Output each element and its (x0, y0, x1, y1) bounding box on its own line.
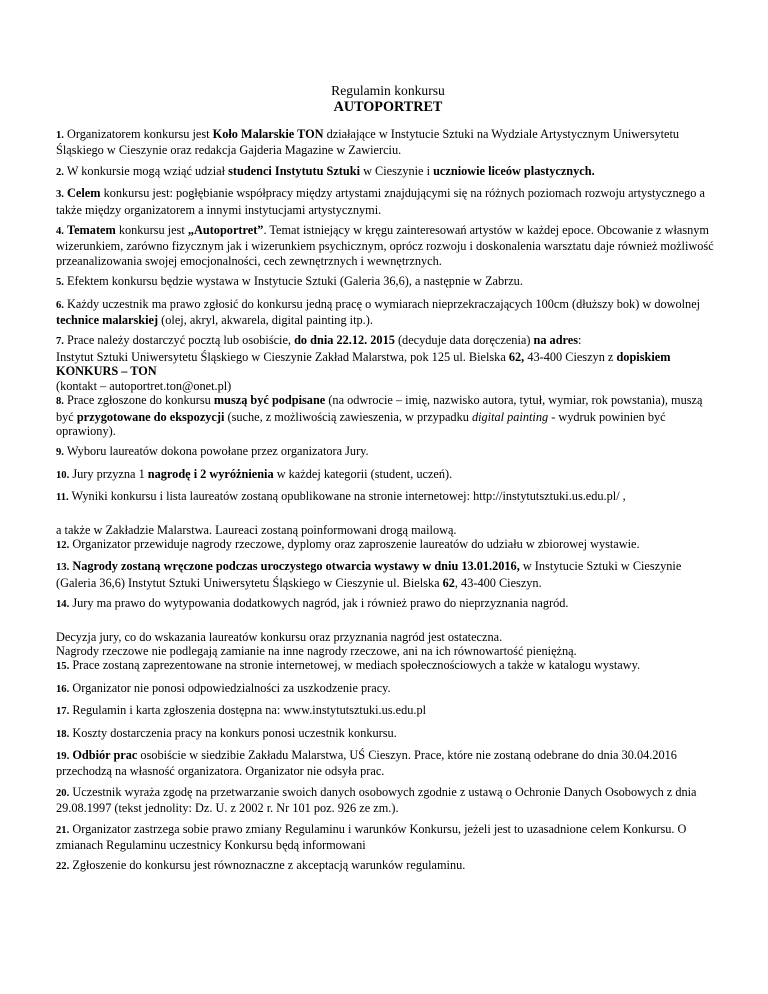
rule-text: - wydruk powinien być oprawiony). (56, 409, 666, 438)
rule-text: przygotowane do ekspozycji (76, 409, 225, 424)
rule-number: 8. (56, 396, 64, 408)
rule-number: 10. (56, 469, 70, 481)
rule-paragraph (56, 297, 720, 328)
rule-number: 4. (56, 226, 64, 238)
rule-text: 62 (442, 575, 455, 590)
rule-number: 9. (56, 447, 64, 459)
rule-text: Jury przyzna 1 (72, 466, 148, 481)
rule-paragraph (56, 444, 720, 460)
rule-text: technice malarskiej (56, 313, 159, 328)
rule-paragraph (56, 748, 720, 779)
rule-text: (olej, akryl, akwarela, digital painting itp.). (158, 313, 373, 328)
rule-paragraph (56, 703, 720, 719)
rule-paragraph (56, 489, 720, 505)
rule-text: Prace zgłoszone do konkursu (67, 393, 214, 408)
rule-paragraph (56, 726, 720, 742)
rule-number: 15. (56, 661, 70, 673)
rule-text: „Autoportret” (187, 223, 264, 238)
rule-number: 16. (56, 683, 70, 695)
rule-text: Koło Malarskie TON (212, 127, 324, 141)
rule-number: 7. (56, 336, 64, 348)
rule-text: Tematem (67, 223, 116, 238)
rule-number: 22. (56, 861, 70, 873)
rule-text: W konkursie mogą wziąć udział (66, 163, 229, 178)
rule-text: w każdej kategorii (student, uczeń). (273, 466, 453, 481)
rule-text: Efektem konkursu będzie wystawa w Instytucie Sztuki (Galeria 36,6), a następnie w Zabrzu. (67, 274, 523, 289)
rule-number: 21. (56, 824, 70, 836)
rule-paragraph (56, 333, 720, 393)
rule-text: Zgłoszenie do konkursu jest równoznaczne z akceptacją warunków regulaminu. (72, 858, 466, 873)
rule-number: 5. (56, 277, 64, 289)
rule-text: , 43-400 Cieszyn. (454, 575, 542, 590)
rule-text: Prace należy dostarczyć pocztą lub osobiście, (67, 333, 295, 348)
rule-paragraph (56, 523, 720, 537)
rule-text: nagrodę i 2 wyróżnienia (147, 466, 274, 481)
rule-number: 13. (56, 562, 70, 574)
rule-text: studenci Instytutu Sztuki (228, 163, 360, 178)
rule-text: konkursu jest: pogłębianie współpracy między artystami znajdującymi się na różnych poziomach rozwoju artystycznego a także między organizatorem a innymi instytucjami artystycznymi. (56, 186, 705, 217)
rule-number: 6. (56, 299, 64, 311)
rule-text: Wyniki konkursu i lista laureatów zostaną opublikowane na stronie internetowej: http://instytutsztuki.us.edu.pl/ , (71, 489, 626, 504)
rule-text: Koszty dostarczenia pracy na konkurs ponosi uczestnik konkursu. (72, 725, 397, 740)
rule-text: : (578, 333, 582, 348)
rule-number: 11. (56, 492, 69, 504)
rule-text: (decyduje data doręczenia) (394, 333, 534, 348)
rule-text: muszą być podpisane (213, 393, 326, 408)
rule-number: 3. (56, 189, 64, 201)
rule-number: 19. (56, 751, 70, 762)
rule-paragraph (56, 858, 720, 874)
rule-number: 20. (56, 787, 70, 799)
rule-text: Każdy uczestnik ma prawo zgłosić do konkursu jedną pracę o wymiarach nieprzekraczających 100cm (dłuższy bok) w dowolnej (67, 296, 701, 311)
rule-paragraph (56, 393, 720, 438)
rule-text: Organizator zastrzega sobie prawo zmiany Regulaminu i warunków Konkursu, jeżeli jest to uzasadnione celem Konkursu. O zmianach Regulaminu uczestnicy Konkursu będą informowani (56, 821, 687, 853)
rule-number: 17. (56, 706, 70, 718)
rule-text: (na odwrocie – imię, nazwisko autora, tytuł, wymiar, rok powstania), muszą być (56, 393, 703, 424)
rule-paragraph (56, 681, 720, 697)
rule-paragraph (56, 822, 720, 853)
rule-paragraph (56, 537, 720, 553)
rule-text: konkursu jest (115, 223, 188, 238)
rules-list (56, 127, 720, 875)
rule-paragraph (56, 274, 720, 290)
rule-text: Wyboru laureatów dokona powołane przez organizatora Jury. (66, 444, 369, 459)
rule-text: Regulamin i karta zgłoszenia dostępna na: www.instytutsztuki.us.edu.pl (72, 703, 427, 718)
rule-number: 12. (56, 539, 70, 551)
rule-text: (suche, z możliwością zawieszenia, w przypadku (224, 409, 472, 424)
rule-text: działające w Instytucie Sztuki na Wydziale Artystycznym Uniwersytetu Śląskiego w Cieszynie oraz redakcja Gajderia Magazine w Zawierciu. (56, 127, 680, 158)
rule-paragraph (56, 630, 720, 659)
rule-text: Decyzja jury, co do wskazania laureatów konkursu oraz przyznania nagród jest ostateczna. (56, 629, 503, 644)
title-line-2: AUTOPORTRET (333, 99, 443, 115)
rule-text: Uczestnik wyraża zgodę na przetwarzanie swoich danych osobowych zgodnie z ustawą o Ochronie Danych Osobowych z dnia 29.08.1997 (tekst jednolity: Dz. U. z 2002 r. Nr 101 poz. 926 ze zm.). (56, 784, 697, 816)
title-line-1: Regulamin konkursu (331, 83, 445, 98)
rule-number: 14. (56, 599, 70, 611)
rule-paragraph (56, 467, 720, 483)
rule-text: dopiskiem KONKURS – TON (56, 349, 671, 379)
rule-paragraph (56, 186, 720, 217)
rule-text: Organizator przewiduje nagrody rzeczowe, dyplomy oraz zaproszenie laureatów do udziału w zbiorowej wystawie. (72, 536, 640, 551)
rule-paragraph (56, 658, 720, 674)
rule-paragraph (56, 596, 720, 612)
rule-paragraph (56, 785, 720, 816)
rule-text: digital painting (471, 409, 549, 424)
rule-text: (kontakt – autoportret.ton@onet.pl) (56, 378, 232, 393)
rule-text: uczniowie liceów plastycznych. (433, 163, 595, 178)
rule-text: Organizatorem konkursu jest (67, 127, 213, 141)
rule-paragraph (56, 164, 720, 180)
rule-text: Prace zostaną zaprezentowane na stronie internetowej, w mediach społecznościowych a także w katalogu wystawy. (72, 658, 641, 673)
rule-text: w Cieszynie i (360, 163, 434, 178)
rule-text: Odbiór prac (72, 748, 138, 762)
rule-text: na adres (533, 333, 579, 348)
rule-text: Celem (67, 186, 101, 201)
document-page (56, 82, 720, 881)
rule-text: . Temat istniejący w kręgu zainteresowań artystów w każdej epoce. Obcowanie z własnym wizerunkiem, zarówno fizycznym jak i wizerunkiem psychicznym, oprócz rozwoju i doskonalenia warsztatu daje również możliwość przeanalizowania swojej emocjonalności, cech zewnętrznych i wewnętrznych. (56, 223, 714, 268)
rule-text: a także w Zakładzie Malarstwa. Laureaci zostaną poinformowani drogą mailową. (56, 522, 457, 537)
rule-text: do dnia 22.12. 2015 (294, 333, 395, 348)
rule-text: osobiście w siedzibie Zakładu Malarstwa, UŚ Cieszyn. Prace, które nie zostaną odebrane do dnia 30.04.2016 przechodzą na własność organizatora. Organizator nie odsyła prac. (56, 748, 677, 779)
rule-number: 2. (56, 166, 64, 178)
rule-paragraph (56, 223, 720, 268)
rule-paragraph (56, 127, 720, 158)
rule-text: 43-400 Cieszyn z (524, 349, 617, 364)
rule-paragraph (56, 559, 720, 590)
rule-text: Instytut Sztuki Uniwersytetu Śląskiego w Cieszynie Zakład Malarstwa, pok 125 ul. Bielska (56, 349, 509, 364)
rule-text: Organizator nie ponosi odpowiedzialności za uszkodzenie pracy. (72, 680, 391, 695)
rule-number: 1. (56, 130, 64, 141)
rule-text: Nagrody rzeczowe nie podlegają zamianie na inne nagrody rzeczowe, ani na ich równowartość pieniężną. (56, 643, 577, 658)
rule-text: 62, (508, 349, 525, 364)
rule-number: 18. (56, 728, 70, 740)
rule-text: Jury ma prawo do wytypowania dodatkowych nagród, jak i również prawo do nieprzyznania nagród. (72, 596, 569, 611)
rule-text: Nagrody zostaną wręczone podczas uroczystego otwarcia wystawy w dniu 13.01.2016, (72, 559, 520, 574)
document-title (56, 82, 720, 116)
rule-text: w Instytucie Sztuki w Cieszynie (Galeria 36,6) Instytut Sztuki Uniwersytetu Śląskiego w Cieszynie ul. Bielska (56, 559, 682, 590)
